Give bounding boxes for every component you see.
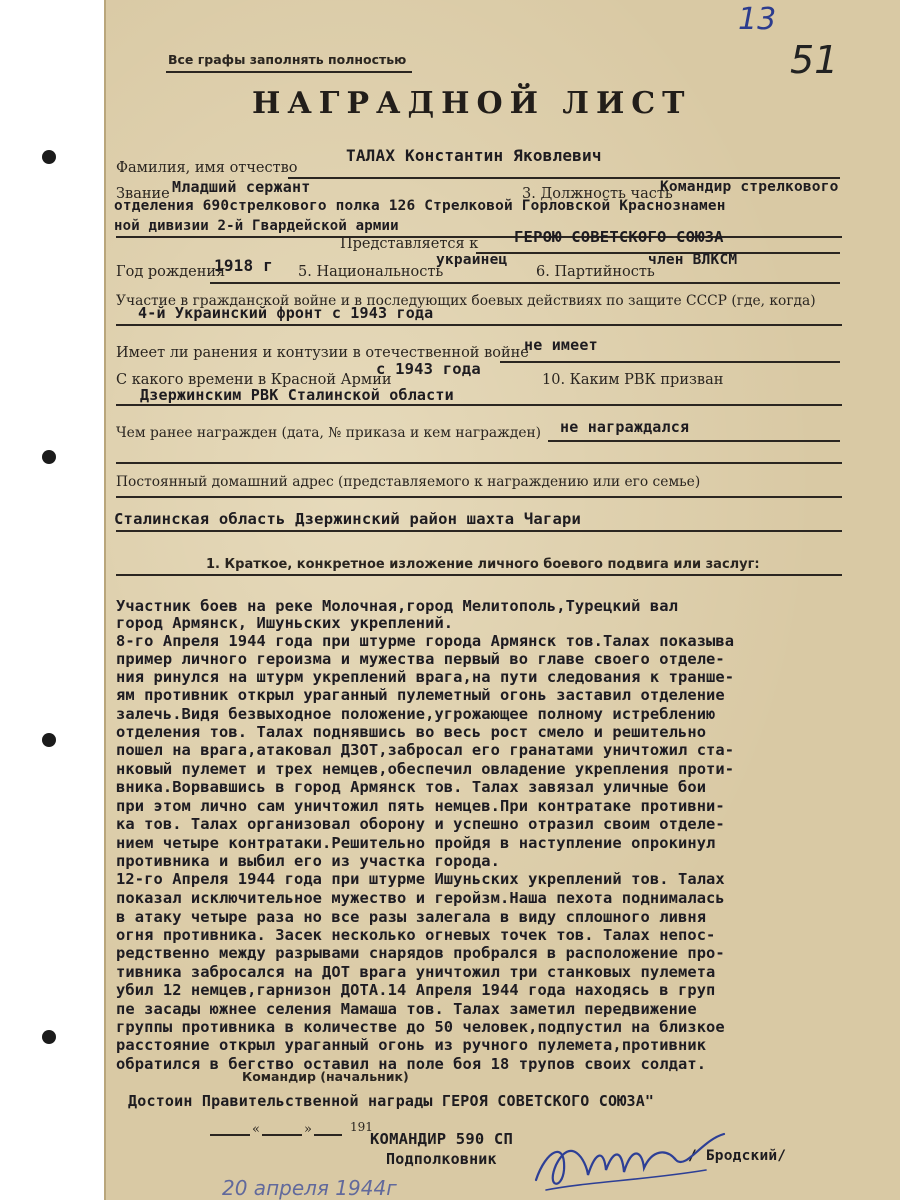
awards-value: не награждался (560, 418, 690, 436)
narrative-line: пошел на врага,атаковал ДЗОТ,забросал его гранатами уничтожил ста- (116, 741, 735, 759)
punch-hole (42, 450, 56, 464)
name-value: ТАЛАХ Константин Яковлевич (346, 146, 602, 165)
commander-label: Командир (начальник) (242, 1069, 409, 1084)
awards-label: Чем ранее награжден (дата, № приказа и кем награжден) (116, 425, 542, 441)
party-label: 6. Партийность (536, 264, 655, 280)
rvk-line (116, 404, 842, 406)
signer-title: КОМАНДИР 590 СП (370, 1130, 513, 1148)
signature-scribble (526, 1120, 736, 1200)
name-label: Фамилия, имя отчество (116, 160, 298, 176)
narrative-line: ния ринулся на штурм укреплений врага,на пути следования к транше- (116, 668, 735, 686)
signer-rank: Подполковник (386, 1150, 497, 1168)
fill-instruction: Все графы заполнять полностью (168, 52, 407, 67)
civil-war-line (116, 324, 842, 326)
award-recommendation: Достоин Правительственной награды ГЕРОЯ СОВЕТСКОГО СОЮЗА" (128, 1092, 655, 1110)
narrative-line: показал исключительное мужество и геройзм.Наша пехота поднималась (116, 889, 725, 907)
narrative-line: при этом лично сам уничтожил пять немцев.При контратаке противни- (116, 797, 725, 815)
narrative-line: противника и выбил его из участка города. (116, 852, 501, 870)
corner-number-13: 13 (738, 2, 777, 37)
birth-label: Год рождения (116, 264, 226, 280)
narrative-line: Участник боев на реке Молочная,город Мелитополь,Турецкий вал (116, 597, 678, 615)
narrative-line: убил 12 немцев,гарнизон ДОТА.14 Апреля 1944 года находясь в груп (116, 981, 716, 999)
army-since-value: с 1943 года (376, 360, 481, 378)
rank-value: Младший сержант (172, 178, 311, 196)
rvk-value: Дзержинским РВК Сталинской области (140, 386, 454, 404)
rvk-label: 10. Каким РВК призван (542, 372, 724, 388)
awards-line-2 (116, 462, 842, 464)
narrative-line: город Армянск, Ишуньских укреплений. (116, 614, 454, 632)
narrative-line: пример личного героизма и мужества первый во главе своего отделе- (116, 650, 725, 668)
narrative-line: 8-го Апреля 1944 года при штурме города Армянск тов.Талах показыва (116, 632, 735, 650)
date-month-line (314, 1134, 342, 1136)
narrative-line: нковый пулемет и трех немцев,обеспечил овладение укрепления проти- (116, 760, 735, 778)
signer-name: / Бродский/ (688, 1148, 787, 1164)
date-year-printed: 191 (350, 1120, 373, 1134)
feat-heading-line (116, 574, 842, 576)
narrative-line: нием четыре контратаки.Решительно пройдя в наступление опрокинул (116, 834, 716, 852)
presented-label: Представляется к (340, 236, 479, 252)
rank-label: Звание (116, 186, 170, 202)
unit-line (116, 236, 842, 238)
corner-number-51: 51 (790, 38, 839, 82)
birth-value: 1918 г (214, 256, 273, 275)
date-dash (210, 1134, 250, 1136)
position-value: Командир стрелкового (660, 179, 839, 195)
narrative-line: тивника забросался на ДОТ врага уничтожил три станковых пулемета (116, 963, 716, 981)
punch-hole (42, 733, 56, 747)
instruction-underline (166, 71, 412, 73)
presented-value: ГЕРОЮ СОВЕТСКОГО СОЮЗА (514, 228, 724, 246)
address-line-1 (116, 496, 842, 498)
punch-hole (42, 150, 56, 164)
date-open-quote: « (252, 1122, 260, 1137)
address-line-2 (116, 530, 842, 532)
awards-line (548, 440, 840, 442)
narrative-line: огня противника. Засек несколько огневых точек тов. Талах непос- (116, 926, 716, 944)
feat-heading: 1. Краткое, конкретное изложение личного боевого подвига или заслуг: (206, 557, 760, 572)
narrative-line: 12-го Апреля 1944 года при штурме Ишуньских укреплений тов. Талах (116, 870, 725, 888)
narrative-line: ям противник открыл ураганный пулеметный огонь заставил отделение (116, 686, 725, 704)
unit-line-1: отделения 690стрелкового полка 126 Стрелковой Горловской Краснознамен (114, 198, 726, 214)
narrative-line: отделения тов. Талах поднявшись во весь рост смело и решительно (116, 723, 707, 741)
birth-line (210, 282, 840, 284)
party-value: член ВЛКСМ (648, 252, 738, 268)
wounds-value: не имеет (524, 336, 598, 354)
date-day-line (262, 1134, 302, 1136)
narrative-line: обратился в бегство оставил на поле боя 18 трупов своих солдат. (116, 1055, 707, 1073)
address-label: Постоянный домашний адрес (представляемого к награждению или его семье) (116, 474, 701, 490)
unit-line-2: ной дивизии 2-й Гвардейской армии (114, 218, 399, 234)
position-label: 3. Должность часть (522, 186, 673, 202)
date-close-quote: » (304, 1122, 312, 1137)
narrative-line: в атаку четыре раза но все разы залегала в виду сплошного ливня (116, 908, 707, 926)
narrative-line: ка тов. Талах организовал оборону и успешно отразил своим отделе- (116, 815, 725, 833)
handwritten-date: 20 апреля 1944г (222, 1176, 397, 1200)
narrative-line: залечь.Видя безвыходное положение,угрожающее полному истреблению (116, 705, 716, 723)
address-value: Сталинская область Дзержинский район шахта Чагари (114, 510, 582, 528)
narrative-line: расстояние открыл ураганный огонь из ручного пулемета,противник (116, 1036, 707, 1054)
army-since-label: С какого времени в Красной Армии (116, 372, 392, 388)
wounds-label: Имеет ли ранения и контузии в отечественной войне (116, 345, 529, 361)
nationality-value: украинец (436, 252, 508, 268)
wounds-line (500, 361, 840, 363)
civil-war-value: 4-й Украинский фронт с 1943 года (138, 304, 434, 322)
civil-war-label: Участие в гражданской войне и в последующих боевых действиях по защите СССР (где, когда) (116, 293, 816, 309)
document-title: НАГРАДНОЙ ЛИСТ (252, 86, 692, 121)
nationality-label: 5. Национальность (298, 264, 444, 280)
narrative-line: редственно между разрывами снарядов пробрался в расположение про- (116, 944, 725, 962)
narrative-line: вника.Ворвавшись в город Армянск тов. Талах завязал уличные бои (116, 778, 707, 796)
narrative-line: группы противника в количестве до 50 человек,подпустил на близкое (116, 1018, 725, 1036)
punch-hole (42, 1030, 56, 1044)
narrative-line: пе засады южнее селения Мамаша тов. Талах заметил передвижение (116, 1000, 697, 1018)
